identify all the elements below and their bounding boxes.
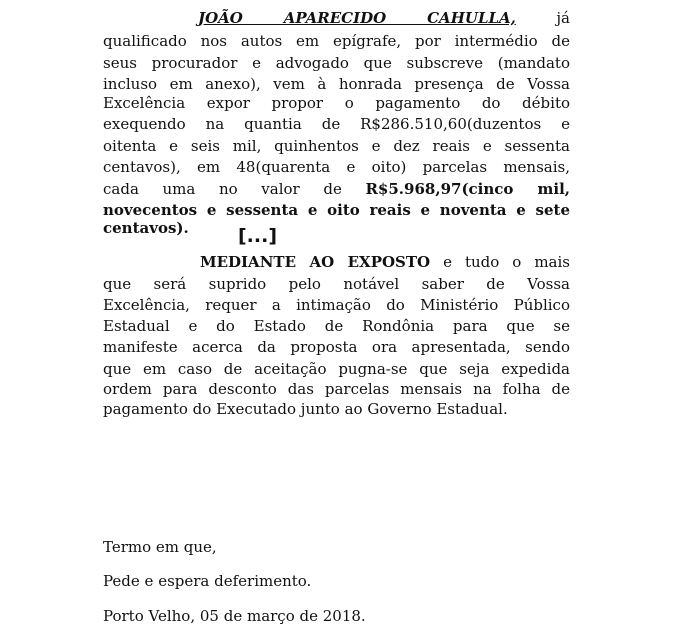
- paragraph1-line: [103, 114, 570, 134]
- text-segment: que será suprido pelo notável saber de Vossa: [103, 275, 570, 293]
- paragraph2-line: [103, 359, 570, 379]
- paragraph2-line: [103, 337, 570, 357]
- paragraph2-line: [103, 399, 570, 419]
- text-segment: oitenta e seis mil, quinhentos e dez reais e sessenta: [103, 137, 570, 155]
- paragraph1-line: [103, 31, 570, 51]
- paragraph2-line: [103, 274, 570, 294]
- text-segment: qualificado nos autos em epígrafe, por intermédio de: [103, 32, 570, 50]
- paragraph2-line: [103, 295, 570, 315]
- paragraph1-line: [103, 53, 570, 73]
- paragraph2-line: [200, 252, 570, 272]
- emphasis-text: JOÃO APARECIDO CAHULLA,: [198, 9, 516, 27]
- text-segment: Excelência, requer a intimação do Ministério Público: [103, 296, 570, 314]
- paragraph2-line: [103, 379, 570, 399]
- text-segment: Estadual e do Estado de Rondônia para que se: [103, 317, 570, 335]
- text-segment: exequendo na quantia de R$286.510,60(duzentos e: [103, 115, 570, 133]
- text-segment: seus procurador e advogado que subscreve (mandato: [103, 54, 570, 72]
- paragraph1-line: [103, 93, 570, 113]
- paragraph1-line: [103, 179, 570, 199]
- text-segment: e tudo o mais: [430, 253, 570, 271]
- text-segment: centavos), em 48(quarenta e oito) parcelas mensais,: [103, 158, 570, 176]
- text-segment: cada uma no valor de: [103, 180, 366, 198]
- paragraph2-line: [103, 316, 570, 336]
- closing-date: Porto Velho, 05 de março de 2018.: [103, 607, 366, 625]
- ellipsis-marker: [...]: [238, 225, 278, 247]
- paragraph1-line: [103, 200, 570, 220]
- text-segment: já: [515, 9, 570, 27]
- paragraph1-line: [198, 8, 570, 28]
- emphasis-text: MEDIANTE AO EXPOSTO: [200, 253, 431, 271]
- emphasis-text: novecentos e sessenta e oito reais e noventa e sete: [103, 201, 570, 219]
- text-segment: que em caso de aceitação pugna-se que seja expedida: [103, 360, 570, 378]
- closing-line-1: Termo em que,: [103, 538, 217, 556]
- text-segment: ordem para desconto das parcelas mensais na folha de: [103, 380, 570, 398]
- text-segment: incluso em anexo), vem à honrada presença de Vossa: [103, 75, 570, 93]
- paragraph1-line: [103, 218, 570, 238]
- text-segment: pagamento do Executado junto ao Governo Estadual.: [103, 400, 508, 418]
- paragraph1-line: [103, 157, 570, 177]
- paragraph1-line: [103, 136, 570, 156]
- text-segment: manifeste acerca da proposta ora apresentada, sendo: [103, 338, 570, 356]
- closing-line-2: Pede e espera deferimento.: [103, 572, 312, 590]
- paragraph1-line: [103, 74, 570, 94]
- emphasis-text: R$5.968,97(cinco mil,: [365, 180, 570, 198]
- emphasis-text: centavos).: [103, 219, 189, 237]
- text-segment: Excelência expor propor o pagamento do débito: [103, 94, 570, 112]
